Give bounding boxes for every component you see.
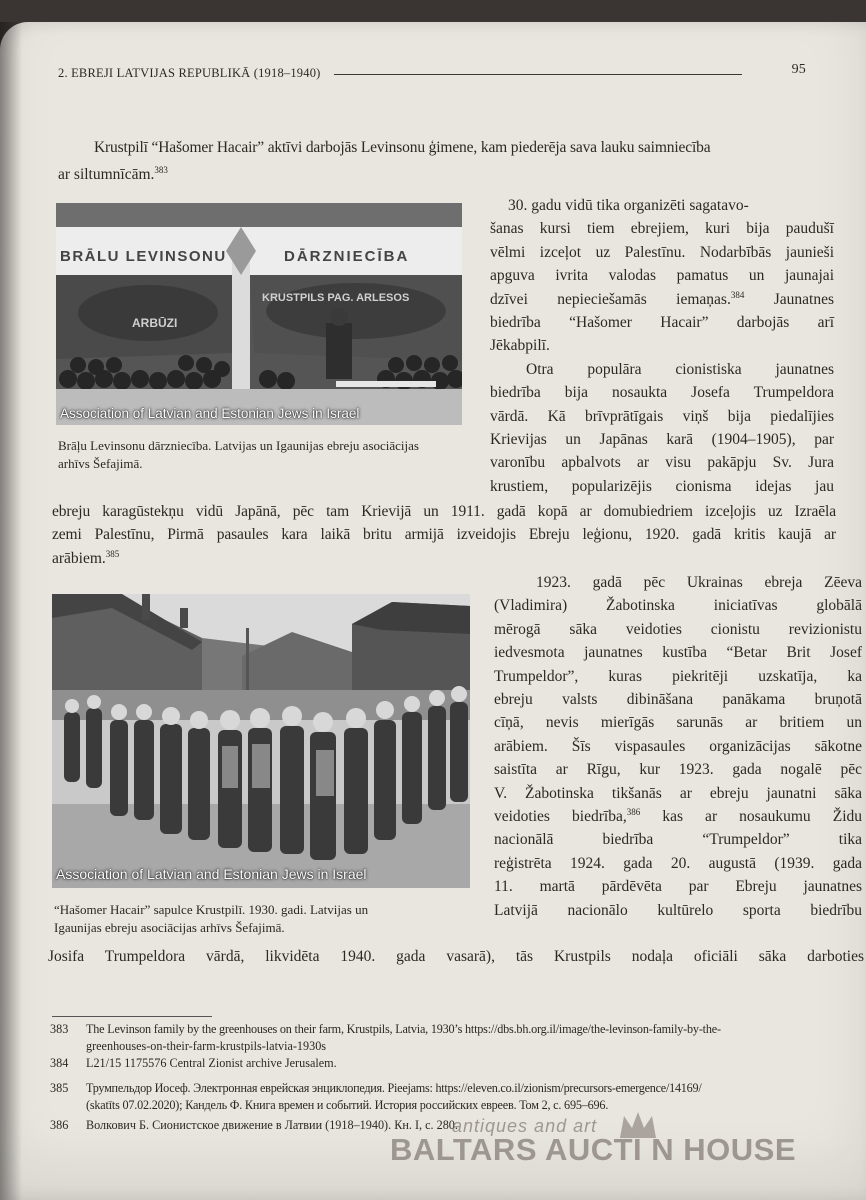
footnote-text bbox=[86, 1021, 866, 1054]
col1-line-11: Krievijas un Japānas karā (1904–1905), par bbox=[490, 431, 834, 449]
chapter-title: 2. EBREJI LATVIJAS REPUBLIKĀ (1918–1940) bbox=[58, 66, 321, 80]
page-gutter-shadow bbox=[0, 22, 22, 1200]
auction-tagline: antiques and art bbox=[452, 1116, 598, 1136]
running-head bbox=[58, 64, 826, 84]
col1-line-1: 30. gadu vidū tika organizēti sagatavo- bbox=[508, 197, 749, 214]
col1-line-8: Otra populāra cionistiska jaunatnes bbox=[526, 360, 834, 378]
footnote-ref-386: 386 bbox=[626, 806, 641, 817]
footnote-rule bbox=[52, 1016, 212, 1017]
col1-line-2: šanas kursi tiem ebrejiem, kuri bija paudušī bbox=[490, 220, 834, 238]
col2-line-4: iedvesmota jaunatnes kustība “Betar Brit Josef bbox=[494, 644, 862, 662]
footnote-384 bbox=[50, 1055, 866, 1073]
col2-line-12: nacionālā biedrība “Trumpeldor” tika bbox=[494, 831, 862, 849]
col1-line-5-text: dzīvei nepieciešamās iemaņas. bbox=[490, 290, 731, 308]
col1-line-9: biedrība bija nosaukta Josefa Trumpeldora bbox=[490, 384, 834, 402]
col2-line-7: cīņā, nevis mierīgās sarunās ar britiem un bbox=[494, 714, 862, 732]
col1-line-13: krustiem, popularizējis cionisma idejas jau bbox=[490, 477, 834, 495]
column-paragraph-2 bbox=[494, 571, 862, 922]
footnote-383-line-1: The Levinson family by the greenhouses on their farm, Krustpils, Latvia, 1930’s https://dbs.bh.org.il/image/the-levinson-family-by-the- bbox=[86, 1022, 721, 1036]
full1-line-3 bbox=[52, 547, 836, 570]
col1-line-12: varonību apbalvots ar visu pakāpju Sv. Jura bbox=[490, 454, 834, 472]
photo2-watermark: Association of Latvian and Estonian Jews in Israel bbox=[56, 866, 367, 882]
footnote-386-line-1: Волкович Б. Сионистское движение в Латвии (1918–1940). Кн. I, с. 280. bbox=[86, 1118, 458, 1132]
full2-line-1: Josifa Trumpeldora vārdā, likvidēta 1940. gada vasarā), tās Krustpils nodaļa oficiāli sāka darboties bbox=[48, 948, 864, 965]
col2-line-11-post: kas ar nosaukumu Židu bbox=[662, 808, 863, 826]
col2-line-9: saistīta ar Rīgu, kur 1923. gada nogalē pēc bbox=[494, 761, 862, 779]
col1-line-4: apguva ivrita valodas pamatus un jaunajai bbox=[490, 267, 834, 285]
footnote-number: 383 bbox=[50, 1022, 69, 1036]
col1-line-5 bbox=[490, 288, 834, 311]
photo2-caption bbox=[54, 901, 474, 937]
header-rule bbox=[334, 74, 742, 75]
page-number: 95 bbox=[791, 62, 806, 77]
intro-line-1: Krustpilī “Hašomer Hacair” aktīvi darbojās Levinsonu ģimene, kam piederēja sava lauku saimniecība bbox=[94, 139, 711, 156]
col2-line-2: (Vladimira) Žabotinska iniciatīvas globālā bbox=[494, 597, 862, 615]
photo2-caption-line-2: Igaunijas ebreju asociācijas arhīvs Šefajimā. bbox=[54, 920, 285, 935]
col1-line-7: Jēkabpilī. bbox=[490, 337, 550, 355]
col2-line-13: reģistrēta 1924. gada 20. augustā (1939. gada bbox=[494, 854, 862, 872]
photo2-caption-line-1: “Hašomer Hacair” sapulce Krustpilī. 1930. gadi. Latvijas un bbox=[54, 902, 369, 917]
footnote-ref-383: 383 bbox=[154, 164, 168, 175]
footnote-384-line-1: L21/15 1175576 Central Zionist archive Jerusalem. bbox=[86, 1056, 337, 1070]
col1-line-5-tail: Jaunatnes bbox=[773, 290, 835, 308]
col2-line-14: 11. martā pārdēvēta par Ebreju jaunatnes bbox=[494, 878, 862, 896]
full-paragraph-1 bbox=[52, 500, 836, 570]
photo1-caption-line-1: Brāļu Levinsonu dārzniecība. Latvijas un Igaunijas ebreju asociācijas bbox=[58, 438, 419, 453]
full1-line-2: zemi Palestīnu, Pirmā pasaules kara laikā britu armijā izveidojis Ebreju leģionu, 1920. gadā kritis kaujā ar bbox=[52, 526, 836, 544]
col1-line-3: vēlmi izceļot uz Palestīnu. Nodarbībās jaunieši bbox=[490, 243, 834, 261]
photo-levinson-nursery bbox=[56, 203, 462, 425]
stand-right-text: KRUSTPILS PAG. ARLESOS bbox=[262, 292, 410, 304]
sign-right-text: DĀRZNIECĪBA bbox=[284, 248, 410, 265]
footnote-385-line-2: (skatīts 07.02.2020); Кандель Ф. Книга времен и событий. История российских евреев. Том 2, с. 695–696. bbox=[86, 1097, 609, 1112]
col2-line-15: Latvijā nacionālo kultūrelo sporta biedrību bbox=[494, 901, 862, 919]
full1-line-3-text: arābiem. bbox=[52, 549, 106, 567]
col2-line-11-pre: veidoties biedrība, bbox=[494, 808, 627, 826]
column-paragraph-1 bbox=[490, 194, 835, 498]
intro-line-2: ar siltumnīcām. bbox=[58, 166, 155, 183]
stand-left-text: ARBŪZI bbox=[132, 316, 178, 330]
footnote-number: 385 bbox=[50, 1081, 69, 1095]
photo1-watermark: Association of Latvian and Estonian Jews in Israel bbox=[60, 406, 360, 421]
full1-line-1: ebreju karagūstekņu vidū Japānā, pēc tam Krievijā un 1911. gadā kopā ar domubiedriem izceļojis uz Izraēla bbox=[52, 503, 836, 520]
sign-left-text: BRĀLU LEVINSONU bbox=[60, 248, 227, 265]
full-paragraph-2 bbox=[48, 945, 864, 968]
photo-levinson-image bbox=[56, 203, 462, 425]
col2-line-8: arābiem. Šīs vispasaules organizācijas sākotne bbox=[494, 737, 862, 755]
footnote-385-line-1: Трумпельдор Иосеф. Электронная еврейская энциклопедия. Pieejams: https://eleven.co.il/zionism/precursors-emergence/14169/ bbox=[86, 1081, 702, 1095]
col2-line-10: V. Žabotinska tikšanās ar ebreju jaunatni sāka bbox=[494, 784, 862, 802]
auction-house-watermark bbox=[386, 1108, 806, 1178]
photo-hashomer-meeting bbox=[52, 594, 470, 888]
col1-line-6: biedrība “Hašomer Hacair” darbojās arī bbox=[490, 314, 834, 332]
photo1-caption-line-2: arhīvs Šefajimā. bbox=[58, 456, 143, 471]
footnote-383-line-2: greenhouses-on-their-farm-krustpils-latvia-1930s bbox=[86, 1038, 327, 1053]
auction-name: BALTARS AUCTI N HOUSE bbox=[390, 1132, 797, 1167]
col2-line-11 bbox=[494, 805, 862, 828]
footnote-number: 384 bbox=[50, 1056, 69, 1070]
photo-hashomer-image bbox=[52, 594, 470, 888]
footnote-383 bbox=[50, 1021, 866, 1055]
photo1-caption bbox=[58, 437, 478, 473]
footnote-ref-385: 385 bbox=[105, 548, 120, 559]
intro-paragraph bbox=[94, 136, 824, 159]
col2-line-3: mērogā sāka veidoties cionistu revizionistu bbox=[494, 620, 862, 638]
footnote-number: 386 bbox=[50, 1118, 69, 1132]
col2-line-1: 1923. gadā pēc Ukrainas ebreja Zēeva bbox=[536, 574, 862, 591]
col2-line-6: ebreju valsts dibināšana panākama bruņotā bbox=[494, 691, 862, 709]
col2-line-5: Trumpeldor”, kuras piekritēji uzskatīja, ka bbox=[494, 667, 862, 685]
intro-paragraph-2 bbox=[58, 163, 258, 186]
footnote-ref-384: 384 bbox=[730, 289, 745, 300]
col1-line-10: vārdā. Kā brīvprātīgais viņš bija piedalījies bbox=[490, 407, 834, 425]
